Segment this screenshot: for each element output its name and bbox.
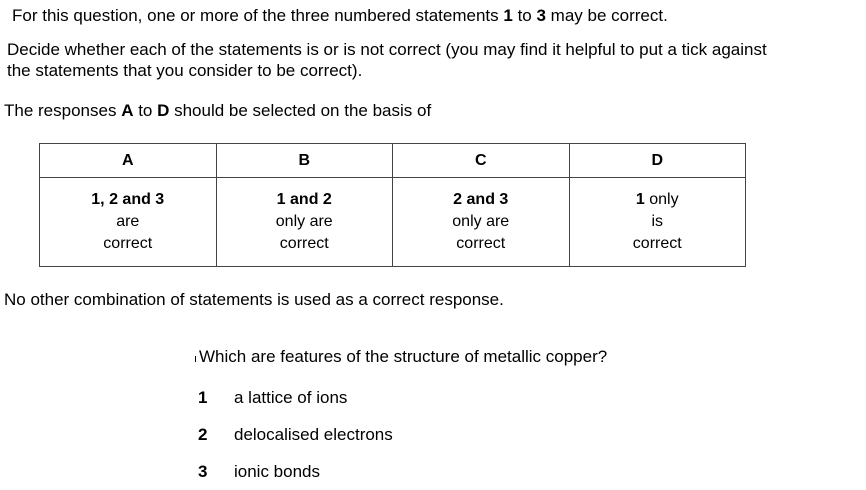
statement-2-text: delocalised electrons: [234, 425, 393, 444]
instruction-text: should be selected on the basis of: [169, 101, 432, 120]
response-cell-a-line: correct: [103, 235, 153, 252]
instruction-line-4: [4, 101, 431, 121]
instruction-text: may be correct.: [545, 6, 668, 25]
instruction-line-1: [12, 6, 668, 26]
statement-1-number: 1: [198, 388, 208, 407]
response-cell-a-key: 1, 2 and 3: [91, 191, 165, 208]
response-header-d: D: [569, 144, 746, 178]
stray-mark: [195, 356, 196, 362]
response-cell-a: [40, 178, 217, 267]
response-cell-d-line: correct: [632, 235, 682, 252]
instruction-line-2: Decide whether each of the statements is or is not correct (you may find it helpful to put a tick against: [7, 40, 767, 59]
response-cell-d-key: 1: [635, 191, 645, 208]
instruction-number: 3: [536, 6, 546, 25]
response-cell-d-suffix: only: [644, 191, 679, 208]
response-cell-b-line: only are: [275, 213, 333, 230]
response-key-table: [39, 143, 746, 267]
response-header-row: [40, 144, 746, 178]
response-cell-a-line: are: [116, 213, 140, 230]
response-letter: A: [121, 101, 134, 120]
response-cell-b-line: correct: [279, 235, 329, 252]
combination-note: No other combination of statements is used as a correct response.: [4, 290, 504, 309]
response-header-a: A: [40, 144, 217, 178]
statement-1-text: a lattice of ions: [234, 388, 348, 407]
response-header-c: C: [393, 144, 570, 178]
response-cell-d-line: is: [651, 213, 664, 230]
question-stem: Which are features of the structure of metallic copper?: [199, 347, 608, 366]
statement-2-number: 2: [198, 425, 208, 444]
instruction-line-3: the statements that you consider to be correct).: [7, 61, 363, 80]
statement-3-text: ionic bonds: [234, 462, 321, 481]
response-cell-c-key: 2 and 3: [453, 191, 509, 208]
response-header-b: B: [216, 144, 393, 178]
response-cell-b-key: 1 and 2: [276, 191, 332, 208]
response-cell-b: [216, 178, 393, 267]
instruction-text: to: [133, 101, 158, 120]
response-cell-c-line: only are: [452, 213, 510, 230]
statement-3-number: 3: [198, 462, 208, 481]
instruction-text: to: [512, 6, 537, 25]
instruction-number: 1: [503, 6, 513, 25]
response-letter: D: [157, 101, 170, 120]
instruction-text: For this question, one or more of the three numbered statements: [12, 6, 504, 25]
response-body-row: [40, 178, 746, 267]
response-cell-c-line: correct: [456, 235, 506, 252]
response-cell-c: [393, 178, 570, 267]
response-cell-d: [569, 178, 746, 267]
instruction-text: The responses: [4, 101, 122, 120]
response-cell-d-first-line: [570, 189, 746, 211]
